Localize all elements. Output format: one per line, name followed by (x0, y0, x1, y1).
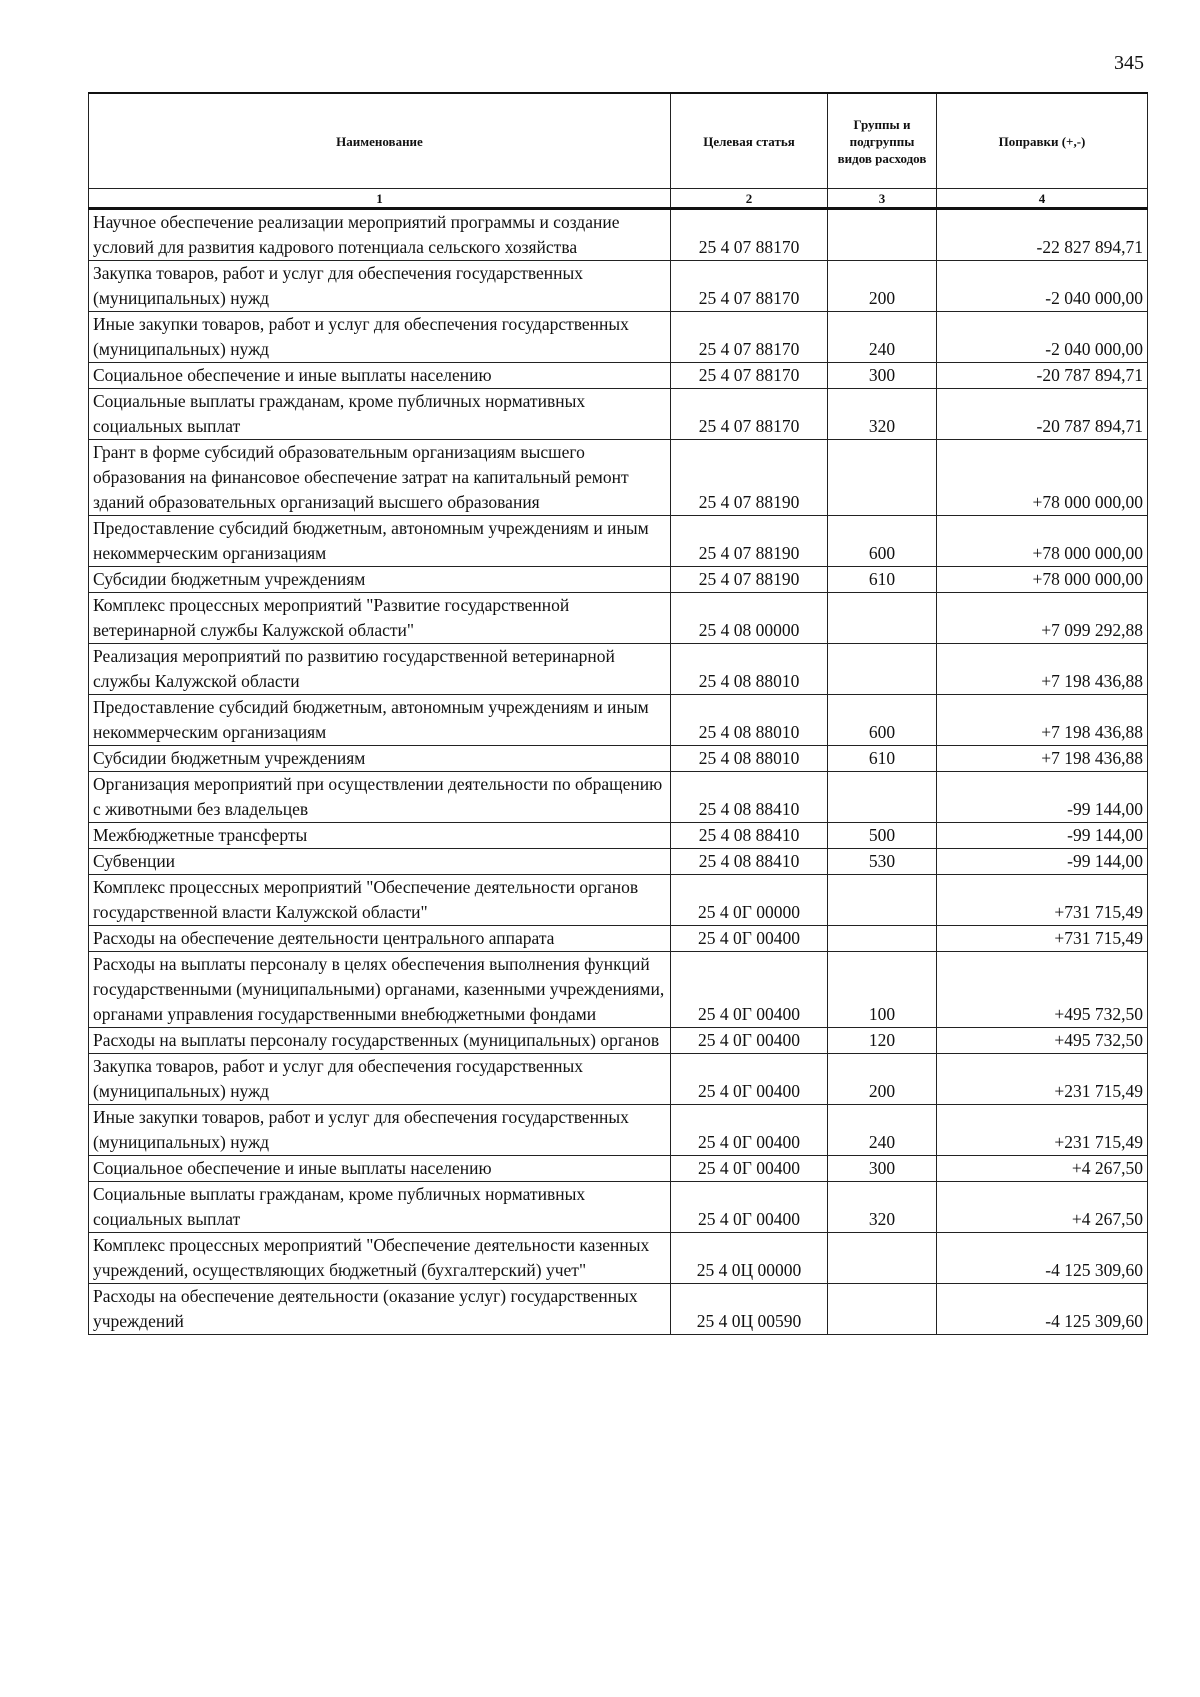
row-target-code: 25 4 07 88170 (671, 261, 828, 312)
row-name: Межбюджетные трансферты (89, 823, 671, 849)
page-number: 345 (1114, 52, 1144, 74)
row-target-code: 25 4 08 00000 (671, 593, 828, 644)
column-number-2: 2 (671, 189, 828, 209)
row-target-code: 25 4 0Г 00000 (671, 875, 828, 926)
row-amendment-amount: -2 040 000,00 (937, 312, 1148, 363)
row-amendment-amount: -4 125 309,60 (937, 1284, 1148, 1335)
row-target-code: 25 4 07 88170 (671, 363, 828, 389)
table-body (89, 209, 1148, 1335)
row-name: Закупка товаров, работ и услуг для обеспечения государственных (муниципальных) нужд (89, 261, 671, 312)
row-target-code: 25 4 07 88170 (671, 209, 828, 261)
row-expense-group: 610 (828, 746, 937, 772)
row-amendment-amount: -4 125 309,60 (937, 1233, 1148, 1284)
table-row (89, 849, 1148, 875)
row-target-code: 25 4 08 88410 (671, 849, 828, 875)
row-target-code: 25 4 08 88010 (671, 644, 828, 695)
row-name: Иные закупки товаров, работ и услуг для обеспечения государственных (муниципальных) нужд (89, 312, 671, 363)
row-expense-group (828, 926, 937, 952)
row-amendment-amount: +7 198 436,88 (937, 695, 1148, 746)
row-name: Закупка товаров, работ и услуг для обеспечения государственных (муниципальных) нужд (89, 1054, 671, 1105)
row-expense-group: 300 (828, 363, 937, 389)
budget-amendments-table (88, 92, 1148, 1335)
row-amendment-amount: +4 267,50 (937, 1182, 1148, 1233)
column-number-4: 4 (937, 189, 1148, 209)
row-target-code: 25 4 0Г 00400 (671, 952, 828, 1028)
row-expense-group (828, 1233, 937, 1284)
table-row (89, 389, 1148, 440)
row-amendment-amount: -20 787 894,71 (937, 389, 1148, 440)
table-row (89, 312, 1148, 363)
row-amendment-amount: +731 715,49 (937, 926, 1148, 952)
row-target-code: 25 4 0Ц 00590 (671, 1284, 828, 1335)
table-row (89, 363, 1148, 389)
row-target-code: 25 4 07 88170 (671, 389, 828, 440)
row-expense-group (828, 209, 937, 261)
header-amendments: Поправки (+,-) (937, 93, 1148, 189)
table-row (89, 516, 1148, 567)
row-amendment-amount: +231 715,49 (937, 1105, 1148, 1156)
table-row (89, 952, 1148, 1028)
row-expense-group: 600 (828, 695, 937, 746)
row-expense-group: 320 (828, 1182, 937, 1233)
table-row (89, 440, 1148, 516)
row-name: Комплекс процессных мероприятий "Развитие государственной ветеринарной службы Калужской области" (89, 593, 671, 644)
row-target-code: 25 4 08 88010 (671, 695, 828, 746)
table-row (89, 209, 1148, 261)
row-amendment-amount: +731 715,49 (937, 875, 1148, 926)
column-number-row (89, 189, 1148, 209)
header-name: Наименование (89, 93, 671, 189)
table-row (89, 746, 1148, 772)
row-expense-group (828, 593, 937, 644)
table-row (89, 1182, 1148, 1233)
row-amendment-amount: -2 040 000,00 (937, 261, 1148, 312)
table-row (89, 1284, 1148, 1335)
table-row (89, 772, 1148, 823)
table-row (89, 823, 1148, 849)
table-row (89, 926, 1148, 952)
column-number-1: 1 (89, 189, 671, 209)
header-target-article: Целевая статья (671, 93, 828, 189)
row-amendment-amount: -99 144,00 (937, 772, 1148, 823)
row-name: Комплекс процессных мероприятий "Обеспечение деятельности органов государственной власти Калужской области" (89, 875, 671, 926)
row-name: Научное обеспечение реализации мероприятий программы и создание условий для развития кадрового потенциала сельского хозяйства (89, 209, 671, 261)
row-expense-group (828, 772, 937, 823)
row-name: Социальное обеспечение и иные выплаты населению (89, 1156, 671, 1182)
row-target-code: 25 4 0Г 00400 (671, 1054, 828, 1105)
row-expense-group: 500 (828, 823, 937, 849)
row-target-code: 25 4 07 88190 (671, 440, 828, 516)
row-name: Субсидии бюджетным учреждениям (89, 567, 671, 593)
row-target-code: 25 4 07 88190 (671, 516, 828, 567)
table-row (89, 1054, 1148, 1105)
header-row (89, 93, 1148, 189)
table-row (89, 1105, 1148, 1156)
row-amendment-amount: -20 787 894,71 (937, 363, 1148, 389)
table-row (89, 1233, 1148, 1284)
table-row (89, 1156, 1148, 1182)
table-row (89, 593, 1148, 644)
row-name: Организация мероприятий при осуществлении деятельности по обращению с животными без владельцев (89, 772, 671, 823)
row-expense-group: 200 (828, 261, 937, 312)
row-target-code: 25 4 0Г 00400 (671, 926, 828, 952)
row-amendment-amount: +7 099 292,88 (937, 593, 1148, 644)
row-expense-group: 240 (828, 1105, 937, 1156)
row-target-code: 25 4 0Г 00400 (671, 1156, 828, 1182)
row-name: Предоставление субсидий бюджетным, автономным учреждениям и иным некоммерческим организациям (89, 695, 671, 746)
row-expense-group: 120 (828, 1028, 937, 1054)
row-target-code: 25 4 0Ц 00000 (671, 1233, 828, 1284)
row-name: Расходы на обеспечение деятельности центрального аппарата (89, 926, 671, 952)
row-name: Социальные выплаты гражданам, кроме публичных нормативных социальных выплат (89, 1182, 671, 1233)
row-amendment-amount: +78 000 000,00 (937, 516, 1148, 567)
row-target-code: 25 4 07 88170 (671, 312, 828, 363)
row-name: Иные закупки товаров, работ и услуг для обеспечения государственных (муниципальных) нужд (89, 1105, 671, 1156)
row-target-code: 25 4 07 88190 (671, 567, 828, 593)
row-amendment-amount: -22 827 894,71 (937, 209, 1148, 261)
table-row (89, 695, 1148, 746)
row-name: Социальное обеспечение и иные выплаты населению (89, 363, 671, 389)
table-row (89, 567, 1148, 593)
table-row (89, 261, 1148, 312)
row-target-code: 25 4 08 88410 (671, 772, 828, 823)
row-name: Предоставление субсидий бюджетным, автономным учреждениям и иным некоммерческим организациям (89, 516, 671, 567)
row-expense-group: 530 (828, 849, 937, 875)
row-expense-group: 300 (828, 1156, 937, 1182)
row-name: Комплекс процессных мероприятий "Обеспечение деятельности казенных учреждений, осуществляющих бюджетный (бухгалтерский) учет" (89, 1233, 671, 1284)
row-expense-group (828, 440, 937, 516)
row-amendment-amount: -99 144,00 (937, 823, 1148, 849)
column-number-3: 3 (828, 189, 937, 209)
row-amendment-amount: +78 000 000,00 (937, 567, 1148, 593)
table-row (89, 1028, 1148, 1054)
row-target-code: 25 4 0Г 00400 (671, 1028, 828, 1054)
row-name: Субвенции (89, 849, 671, 875)
row-name: Реализация мероприятий по развитию государственной ветеринарной службы Калужской области (89, 644, 671, 695)
table-row (89, 875, 1148, 926)
row-expense-group: 100 (828, 952, 937, 1028)
row-amendment-amount: +7 198 436,88 (937, 644, 1148, 695)
row-target-code: 25 4 08 88010 (671, 746, 828, 772)
row-amendment-amount: +231 715,49 (937, 1054, 1148, 1105)
header-expense-groups: Группы и подгруппы видов расходов (828, 93, 937, 189)
row-expense-group (828, 875, 937, 926)
row-amendment-amount: -99 144,00 (937, 849, 1148, 875)
row-expense-group (828, 644, 937, 695)
row-name: Расходы на обеспечение деятельности (оказание услуг) государственных учреждений (89, 1284, 671, 1335)
row-amendment-amount: +495 732,50 (937, 1028, 1148, 1054)
row-name: Расходы на выплаты персоналу государственных (муниципальных) органов (89, 1028, 671, 1054)
row-expense-group: 200 (828, 1054, 937, 1105)
row-expense-group: 600 (828, 516, 937, 567)
row-name: Субсидии бюджетным учреждениям (89, 746, 671, 772)
row-name: Социальные выплаты гражданам, кроме публичных нормативных социальных выплат (89, 389, 671, 440)
row-amendment-amount: +495 732,50 (937, 952, 1148, 1028)
row-amendment-amount: +7 198 436,88 (937, 746, 1148, 772)
table-row (89, 644, 1148, 695)
row-target-code: 25 4 0Г 00400 (671, 1182, 828, 1233)
row-target-code: 25 4 08 88410 (671, 823, 828, 849)
row-name: Грант в форме субсидий образовательным организациям высшего образования на финансовое обеспечение затрат на капитальный ремонт зданий образовательных организаций высшего образования (89, 440, 671, 516)
row-target-code: 25 4 0Г 00400 (671, 1105, 828, 1156)
row-expense-group: 240 (828, 312, 937, 363)
row-amendment-amount: +78 000 000,00 (937, 440, 1148, 516)
row-amendment-amount: +4 267,50 (937, 1156, 1148, 1182)
row-expense-group: 610 (828, 567, 937, 593)
row-expense-group: 320 (828, 389, 937, 440)
row-expense-group (828, 1284, 937, 1335)
row-name: Расходы на выплаты персоналу в целях обеспечения выполнения функций государственными (муниципальными) органами, казенными учреждениями, органами управления государственными внебюджетными фондами (89, 952, 671, 1028)
